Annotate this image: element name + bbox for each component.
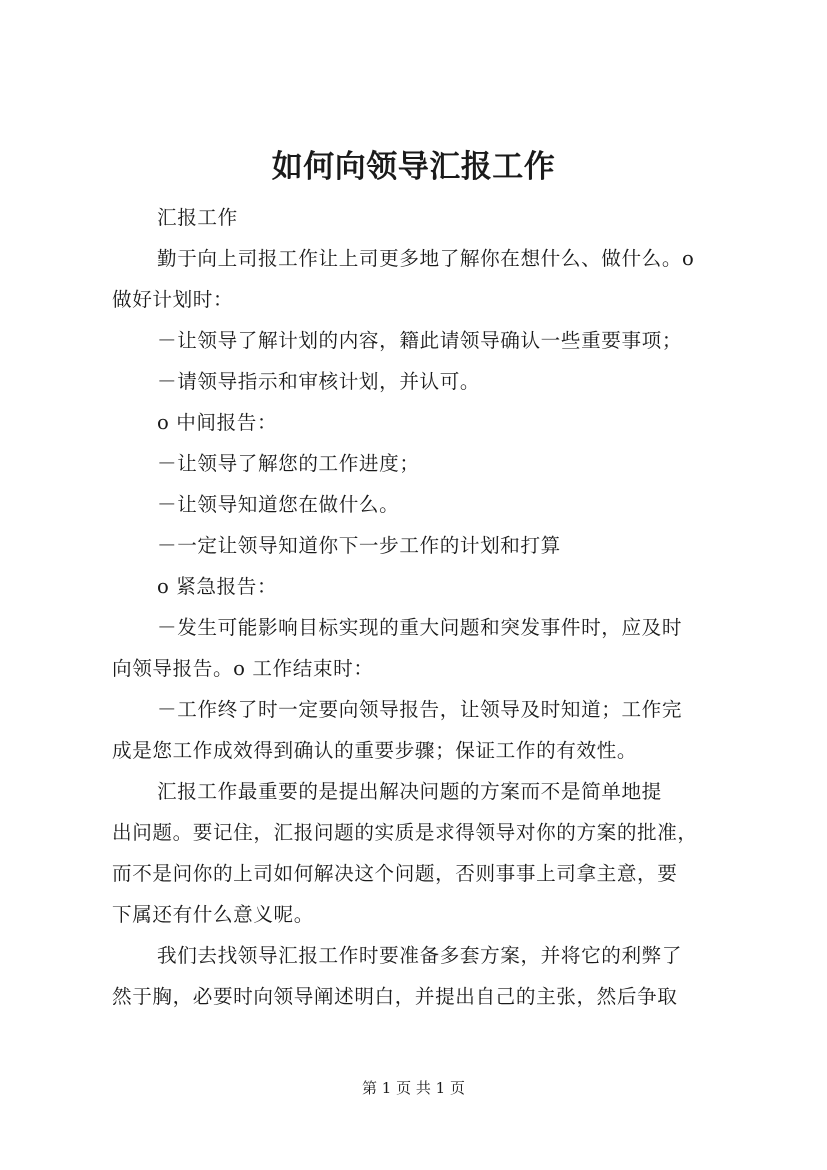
text-line: 下属还有什么意义呢。 [112,903,314,926]
text-line: －一定让领导知道你下一步工作的计划和打算 [157,534,561,557]
text-line: o 紧急报告： [157,575,278,598]
text-line: －工作终了时一定要向领导报告，让领导及时知道；工作完 [157,698,683,721]
text-line: －让领导了解计划的内容，籍此请领导确认一些重要事项； [157,329,683,352]
text-line: －让领导了解您的工作进度； [157,452,420,475]
page-footer: 第 1 页 共 1 页 [362,1079,465,1097]
document-title: 如何向领导汇报工作 [271,149,556,185]
text-line: 我们去找领导汇报工作时要准备多套方案，并将它的利弊了 [157,944,683,967]
text-line: 汇报工作最重要的是提出解决问题的方案而不是简单地提 [157,780,662,803]
text-line: 向领导报告。o 工作结束时： [112,657,374,680]
text-line: 勤于向上司报工作让上司更多地了解你在想什么、做什么。o [157,247,695,270]
text-line: 然于胸，必要时向领导阐述明白，并提出自己的主张，然后争取 [112,985,678,1008]
text-line: 出问题。要记住，汇报问题的实质是求得领导对你的方案的批准， [112,821,698,844]
text-line: 而不是问你的上司如何解决这个问题，否则事事上司拿主意，要 [112,862,678,885]
text-line: －发生可能影响目标实现的重大问题和突发事件时，应及时 [157,616,683,639]
text-line: o 中间报告： [157,411,278,434]
text-line: 成是您工作成效得到确认的重要步骤；保证工作的有效性。 [112,739,638,762]
text-line: －让领导知道您在做什么。 [157,493,400,516]
text-line: －请领导指示和审核计划，并认可。 [157,370,481,393]
document-body [112,197,724,1017]
text-line: 汇报工作 [157,206,238,229]
text-line: 做好计划时： [112,288,234,311]
